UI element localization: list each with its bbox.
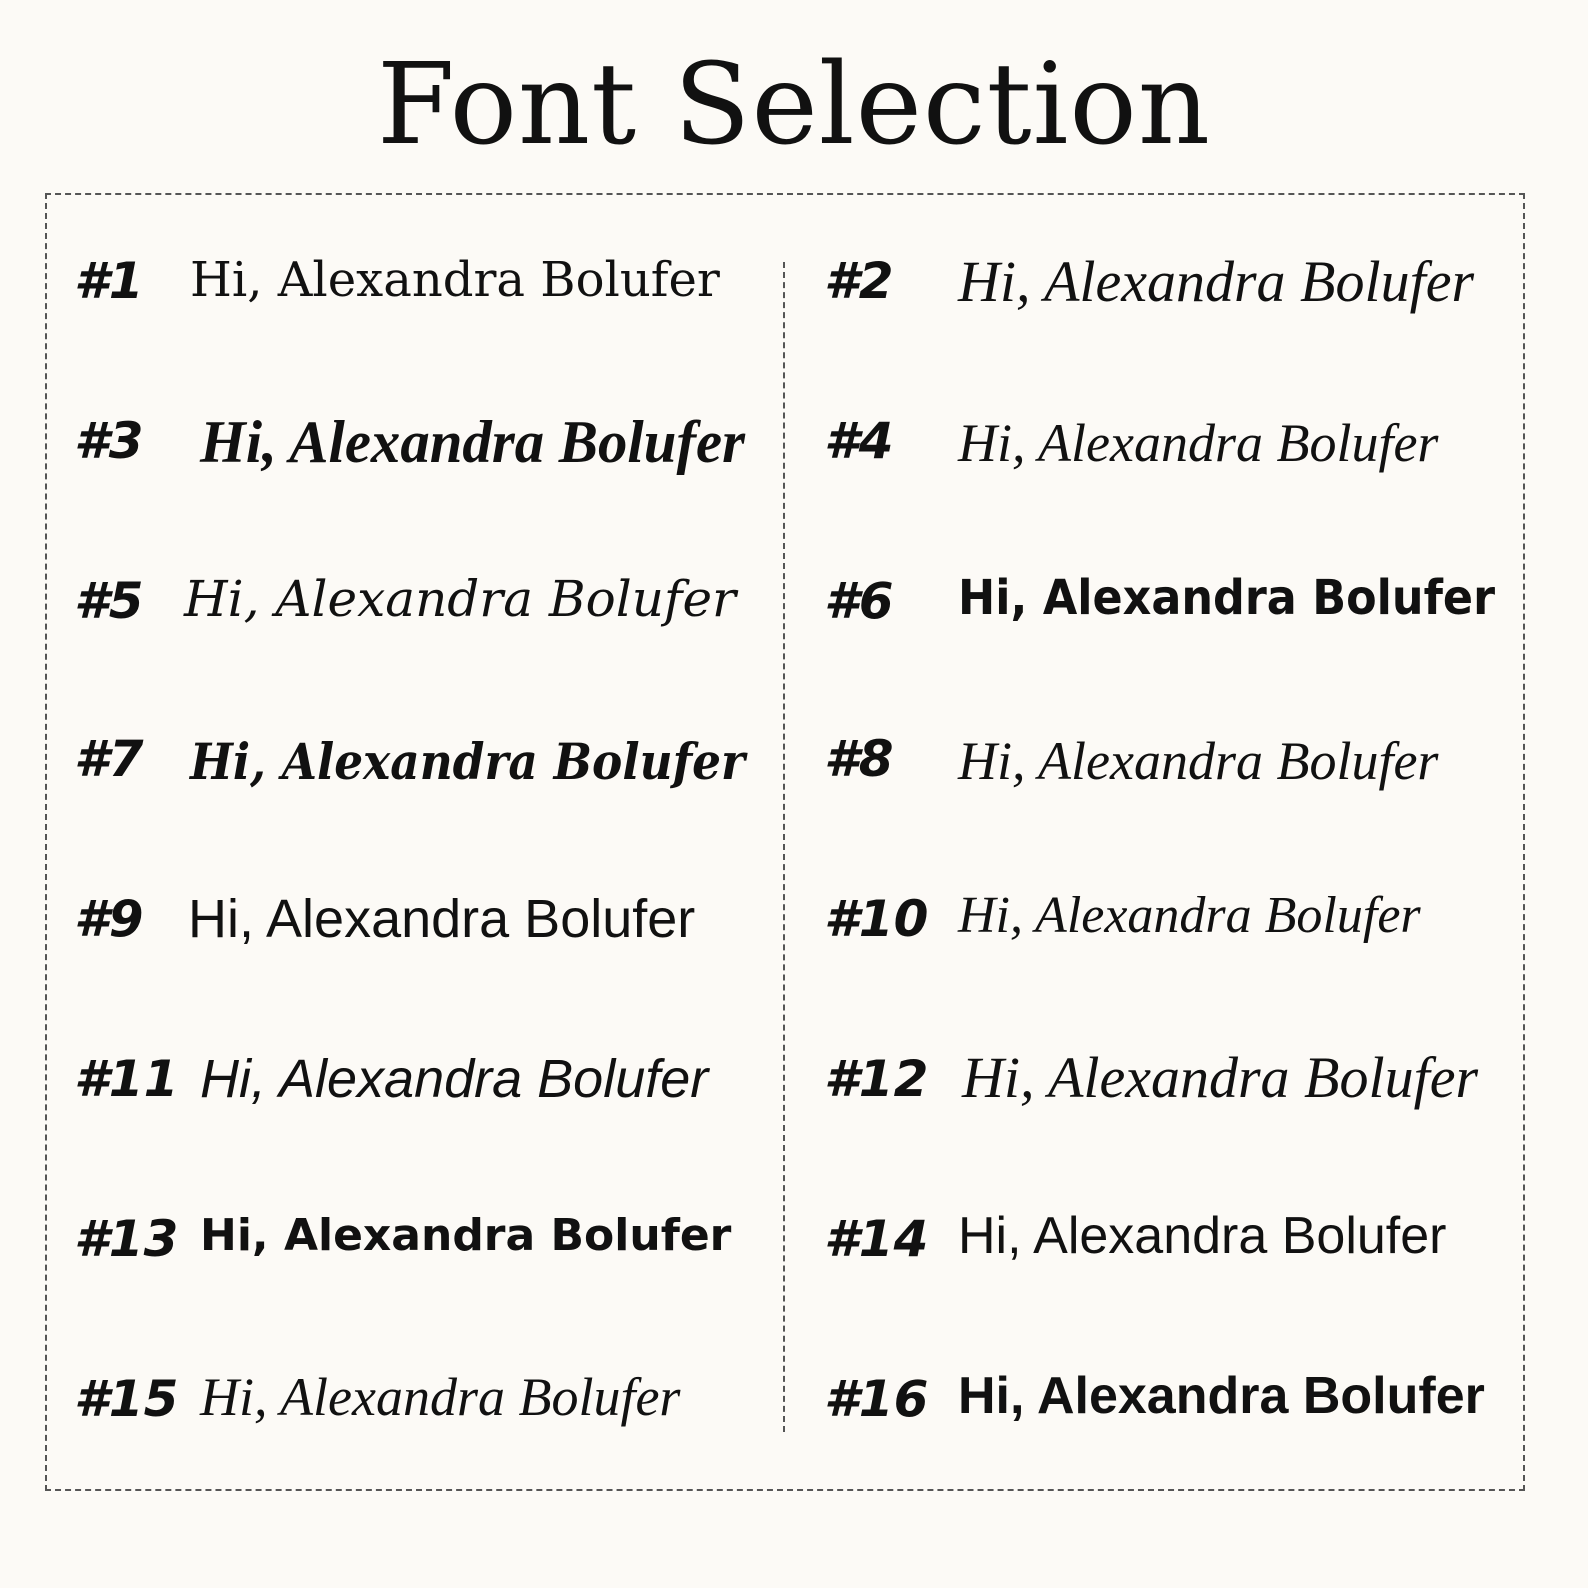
font-option-3[interactable] [74,396,144,486]
font-sample: Hi, Alexandra Bolufer [958,1207,1447,1265]
font-option-14[interactable] [824,1194,928,1284]
font-sample: Hi, Alexandra Bolufer [200,1049,709,1109]
font-number: #11 [74,1050,179,1108]
font-option-12[interactable] [824,1034,928,1124]
font-number: #15 [74,1370,179,1428]
font-option-1[interactable] [74,236,144,326]
font-number: #9 [74,890,144,948]
font-number: #3 [74,412,144,470]
font-number: #13 [74,1210,179,1268]
font-option-11[interactable] [74,1034,178,1124]
font-sample: Hi, Alexandra Bolufer [190,252,720,308]
font-options-frame [45,193,1525,1491]
font-sample: Hi, Alexandra Bolufer [962,1045,1479,1110]
column-divider [783,262,785,1432]
font-sample: Hi, Alexandra Bolufer [200,1367,681,1427]
font-option-6[interactable] [824,556,894,646]
font-number: #1 [74,252,144,310]
font-sample: Hi, Alexandra Bolufer [184,570,736,628]
font-number: #10 [824,890,929,948]
font-option-4[interactable] [824,396,894,486]
font-number: #5 [74,572,144,630]
font-sample: Hi, Alexandra Bolufer [958,249,1475,314]
font-sample: Hi, Alexandra Bolufer [958,570,1496,626]
font-number: #6 [824,572,894,630]
font-number: #4 [824,412,894,470]
font-option-9[interactable] [74,874,144,964]
font-option-13[interactable] [74,1194,178,1284]
font-number: #16 [824,1370,929,1428]
font-option-5[interactable] [74,556,144,646]
page-title: Font Selection [377,40,1211,170]
font-number: #14 [824,1210,929,1268]
font-option-2[interactable] [824,236,894,326]
font-option-7[interactable] [74,714,144,804]
font-sample: Hi, Alexandra Bolufer [958,887,1421,944]
font-number: #12 [824,1050,929,1108]
font-number: #7 [74,730,144,788]
font-sample: Hi, Alexandra Bolufer [188,889,696,949]
font-sample: Hi, Alexandra Bolufer [190,732,745,791]
font-option-8[interactable] [824,714,894,804]
font-number: #2 [824,252,894,310]
font-option-15[interactable] [74,1354,178,1444]
font-option-10[interactable] [824,874,928,964]
font-sample: Hi, Alexandra Bolufer [200,409,745,475]
font-option-16[interactable] [824,1354,928,1444]
font-number: #8 [824,730,894,788]
font-sample: Hi, Alexandra Bolufer [958,413,1439,473]
font-sample: Hi, Alexandra Bolufer [958,1367,1485,1425]
font-sample: Hi, Alexandra Bolufer [200,1210,732,1261]
font-sample: Hi, Alexandra Bolufer [958,731,1439,791]
